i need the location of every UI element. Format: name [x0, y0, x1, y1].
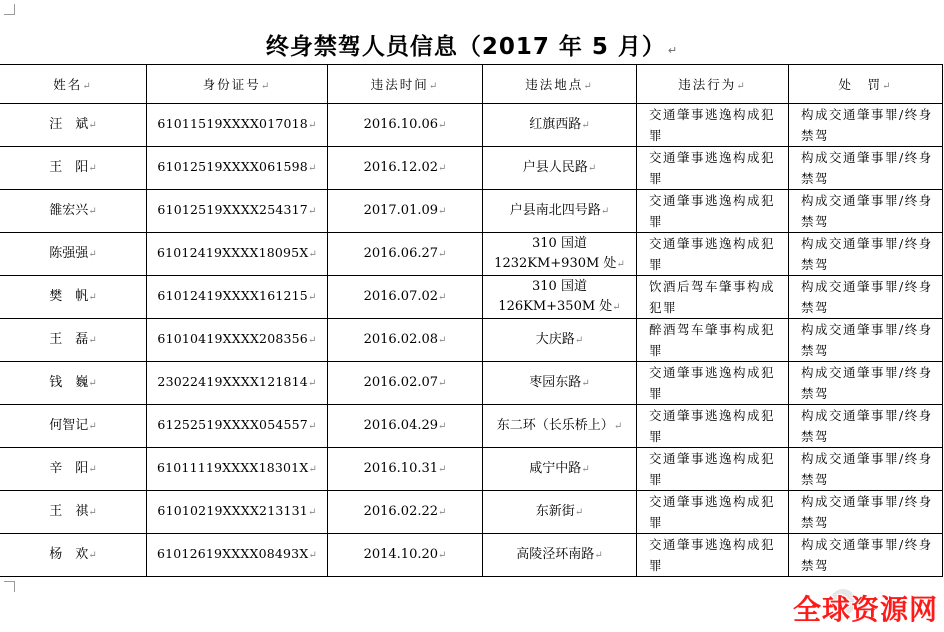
cell-violation-behavior: 交通肇事逃逸构成犯罪 [637, 147, 789, 190]
cell-violation-time: 2016.02.07↵ [328, 362, 483, 405]
cell-violation-behavior: 醉酒驾车肇事构成犯罪 [637, 319, 789, 362]
document-title-line [0, 28, 944, 61]
table-row [0, 147, 943, 190]
header-violation-time: 违法时间↵ [328, 65, 483, 104]
table-row [0, 190, 943, 233]
cell-id-number: 61011119XXXX18301X↵ [147, 448, 328, 491]
cell-violation-place: 户县人民路↵ [483, 147, 637, 190]
table-row [0, 319, 943, 362]
cell-penalty: 构成交通肇事罪/终身禁驾 [789, 104, 943, 147]
table-row [0, 534, 943, 577]
cell-penalty: 构成交通肇事罪/终身禁驾 [789, 405, 943, 448]
cell-name: 王 阳↵ [0, 147, 147, 190]
cell-name: 辛 阳↵ [0, 448, 147, 491]
table-header-row [0, 65, 943, 104]
header-id-number: 身份证号↵ [147, 65, 328, 104]
cell-violation-behavior: 交通肇事逃逸构成犯罪 [637, 233, 789, 276]
cell-violation-behavior: 交通肇事逃逸构成犯罪 [637, 448, 789, 491]
cell-penalty: 构成交通肇事罪/终身禁驾 [789, 233, 943, 276]
cell-penalty: 构成交通肇事罪/终身禁驾 [789, 362, 943, 405]
cell-violation-time: 2016.06.27↵ [328, 233, 483, 276]
banned-drivers-table [0, 64, 943, 577]
cell-violation-time: 2016.04.29↵ [328, 405, 483, 448]
table-row [0, 405, 943, 448]
cell-id-number: 61012519XXXX061598↵ [147, 147, 328, 190]
cell-penalty: 构成交通肇事罪/终身禁驾 [789, 276, 943, 319]
cell-penalty: 构成交通肇事罪/终身禁驾 [789, 491, 943, 534]
cell-id-number: 61010419XXXX208356↵ [147, 319, 328, 362]
cell-name: 汪 斌↵ [0, 104, 147, 147]
cell-name: 陈强强↵ [0, 233, 147, 276]
header-penalty: 处 罚↵ [789, 65, 943, 104]
cell-violation-behavior: 饮酒后驾车肇事构成犯罪 [637, 276, 789, 319]
cell-violation-time: 2016.10.06↵ [328, 104, 483, 147]
cell-name: 何智记↵ [0, 405, 147, 448]
cell-violation-behavior: 交通肇事逃逸构成犯罪 [637, 362, 789, 405]
cell-violation-place: 310 国道 1232KM+930M 处↵ [483, 233, 637, 276]
header-violation-behavior: 违法行为↵ [637, 65, 789, 104]
table-row [0, 491, 943, 534]
cell-id-number: 61012619XXXX08493X↵ [147, 534, 328, 577]
cell-penalty: 构成交通肇事罪/终身禁驾 [789, 319, 943, 362]
cell-name: 杨 欢↵ [0, 534, 147, 577]
cell-violation-time: 2016.07.02↵ [328, 276, 483, 319]
cell-violation-time: 2016.02.22↵ [328, 491, 483, 534]
cell-violation-place: 东新街↵ [483, 491, 637, 534]
cell-violation-place: 高陵泾环南路↵ [483, 534, 637, 577]
cell-name: 王 磊↵ [0, 319, 147, 362]
cell-violation-place: 枣园东路↵ [483, 362, 637, 405]
cell-id-number: 61010219XXXX213131↵ [147, 491, 328, 534]
cell-violation-time: 2016.10.31↵ [328, 448, 483, 491]
document-title: 终身禁驾人员信息（2017 年 5 月） [265, 34, 666, 60]
cell-violation-place: 咸宁中路↵ [483, 448, 637, 491]
cell-id-number: 61012419XXXX161215↵ [147, 276, 328, 319]
cell-id-number: 61012519XXXX254317↵ [147, 190, 328, 233]
cell-violation-time: 2017.01.09↵ [328, 190, 483, 233]
table-row [0, 276, 943, 319]
header-violation-place: 违法地点↵ [483, 65, 637, 104]
cell-penalty: 构成交通肇事罪/终身禁驾 [789, 147, 943, 190]
cell-id-number: 61012419XXXX18095X↵ [147, 233, 328, 276]
cell-penalty: 构成交通肇事罪/终身禁驾 [789, 448, 943, 491]
cell-violation-behavior: 交通肇事逃逸构成犯罪 [637, 534, 789, 577]
cell-violation-behavior: 交通肇事逃逸构成犯罪 [637, 405, 789, 448]
cell-violation-place: 红旗西路↵ [483, 104, 637, 147]
cell-violation-place: 户县南北四号路↵ [483, 190, 637, 233]
cell-violation-time: 2016.02.08↵ [328, 319, 483, 362]
header-name: 姓名↵ [0, 65, 147, 104]
cell-violation-behavior: 交通肇事逃逸构成犯罪 [637, 491, 789, 534]
cell-violation-behavior: 交通肇事逃逸构成犯罪 [637, 190, 789, 233]
cell-penalty: 构成交通肇事罪/终身禁驾 [789, 190, 943, 233]
watermark-text: 全球资源网 [792, 593, 938, 626]
table-body [0, 104, 943, 577]
cell-violation-time: 2016.12.02↵ [328, 147, 483, 190]
table-row [0, 362, 943, 405]
cell-violation-behavior: 交通肇事逃逸构成犯罪 [637, 104, 789, 147]
cell-name: 钱 巍↵ [0, 362, 147, 405]
cell-penalty: 构成交通肇事罪/终身禁驾 [789, 534, 943, 577]
paragraph-mark: ↵ [667, 44, 679, 57]
cell-name: 樊 帆↵ [0, 276, 147, 319]
cell-id-number: 23022419XXXX121814↵ [147, 362, 328, 405]
cell-violation-place: 东二环（长乐桥上）↵ [483, 405, 637, 448]
page-corner-bottom-left [4, 581, 15, 592]
cell-name: 雒宏兴↵ [0, 190, 147, 233]
cell-name: 王 祺↵ [0, 491, 147, 534]
table-row [0, 104, 943, 147]
page-corner-top-left [4, 4, 15, 15]
table-row [0, 233, 943, 276]
cell-id-number: 61252519XXXX054557↵ [147, 405, 328, 448]
cell-violation-time: 2014.10.20↵ [328, 534, 483, 577]
cell-violation-place: 大庆路↵ [483, 319, 637, 362]
cell-violation-place: 310 国道 126KM+350M 处↵ [483, 276, 637, 319]
table-row [0, 448, 943, 491]
cell-id-number: 61011519XXXX017018↵ [147, 104, 328, 147]
